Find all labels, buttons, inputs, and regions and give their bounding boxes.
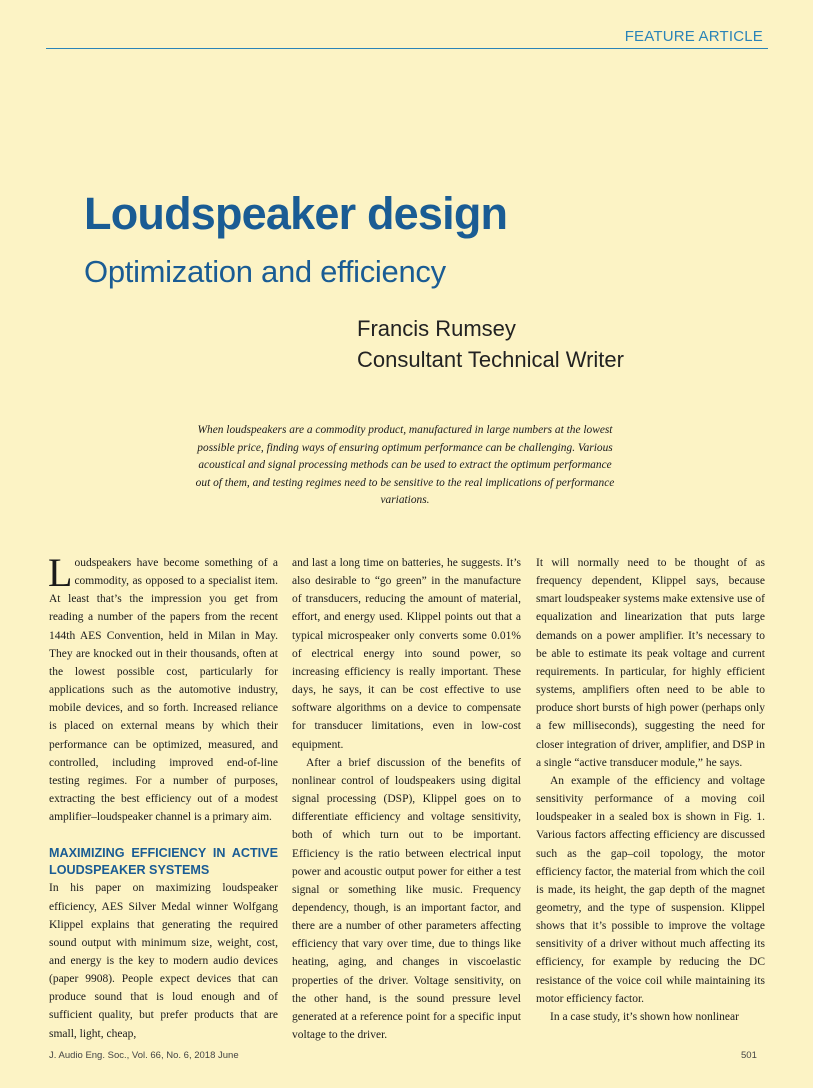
article-title: Loudspeaker design xyxy=(84,188,508,239)
paragraph: In his paper on maximizing loudspeaker efficiency, AES Silver Medal winner Wolfgang Klippel explains that generating the required sound output with minimum size, weight, cost, and energy is the key to modern audio devices (paper 9908). People expect devices that can produce sound that is loud enough and of sufficient quality, but prefer products that are small, light, cheap, xyxy=(49,882,278,1040)
intro-paragraph xyxy=(48,550,278,826)
author-role: Consultant Technical Writer xyxy=(357,347,624,372)
paragraph: In a case study, it’s shown how nonlinear xyxy=(550,1010,739,1023)
drop-cap: L xyxy=(48,550,73,595)
author-name: Francis Rumsey xyxy=(357,316,516,341)
intro-text: oudspeakers have become something of a commodity, as opposed to a specialist item. At least that’s the impression you get from reading a number of the papers from the recent 144th AES Convention, held in Milan in May. They are knocked out in their thousands, often at the lowest possible cost, particularly for applications such as the automotive industry, mobile devices, and so forth. Increased reliance is placed on external means by which their performance can be optimized, measured, and controlled, including improved end-of-line testing regimes. For a number of purposes, extracting the best efficiency out of a modest amplifier–loudspeaker channel is a primary aim. xyxy=(49,557,278,824)
section-label: FEATURE ARTICLE xyxy=(624,28,763,45)
paragraph: and last a long time on batteries, he suggests. It’s also desirable to “go green” in the manufacture of transducers, reducing the amount of material, effort, and energy used. Klippel points out that a typical microspeaker only converts some 0.01% of electrical energy into sound power, so increasing efficiency is really important. These days, he says, it can be cost effective to use software algorithms on a device to compensate for transducer limitations, even in low-cost equipment. xyxy=(292,557,521,751)
body-column-1 xyxy=(48,550,278,1040)
article-subtitle: Optimization and efficiency xyxy=(84,254,446,289)
section-heading: MAXIMIZING EFFICIENCY IN ACTIVE LOUDSPEAKER SYSTEMS xyxy=(49,846,278,878)
header-rule xyxy=(46,48,768,49)
page-number: 501 xyxy=(741,1050,757,1061)
paragraph: An example of the efficiency and voltage sensitivity performance of a moving coil loudspeaker in a sealed box is shown in Fig. 1. Various factors affecting efficiency are discussed such as the gap–coil topology, the motor efficiency factor, the material from which the coil is made, its height, the gap depth of the magnet geometry, and the type of suspension. Klippel shows that it’s possible to improve the voltage sensitivity of a driver without much affecting its efficiency, for example by reducing the DC resistance of the voice coil while maintaining its motor efficiency factor. xyxy=(536,774,765,1005)
body-column-3 xyxy=(536,554,765,1032)
journal-citation: J. Audio Eng. Soc., Vol. 66, No. 6, 2018 June xyxy=(49,1050,239,1061)
paragraph: After a brief discussion of the benefits of nonlinear control of loudspeakers using digital signal processing (DSP), Klippel goes on to differentiate efficiency and voltage sensitivity, both of which turn out to be important. Efficiency is the ratio between electrical input power and acoustic output power for either a test signal or something like music. Frequency dependency, though, is an important factor, and there are a number of other parameters affecting efficiency that vary over time, due to things like heating, aging, and changes in viscoelastic properties of the driver. Voltage sensitivity, on the other hand, is the sound pressure level generated at a reference point for a specific input voltage to the driver. xyxy=(292,756,521,1042)
body-column-2 xyxy=(292,554,521,1042)
abstract: When loudspeakers are a commodity product, manufactured in large numbers at the lowest possible price, finding ways of ensuring optimum performance can be challenging. Various acoustical and signal processing methods can be used to extract the optimum performance out of them, and testing regimes need to be sensitive to the real implications of performance variations. xyxy=(195,424,615,507)
paragraph: It will normally need to be thought of as frequency dependent, Klippel says, because smart loudspeaker systems make extensive use of equalization and linearization that puts large demands on a power amplifier. It’s necessary to be able to estimate its peak voltage and current requirements. In particular, for highly efficient systems, amplifiers often need to be able to produce short bursts of high power (perhaps only a few milliseconds), suggesting the need for closer integration of driver, amplifier, and DSP in a single “active transducer module,” he says. xyxy=(536,557,765,769)
